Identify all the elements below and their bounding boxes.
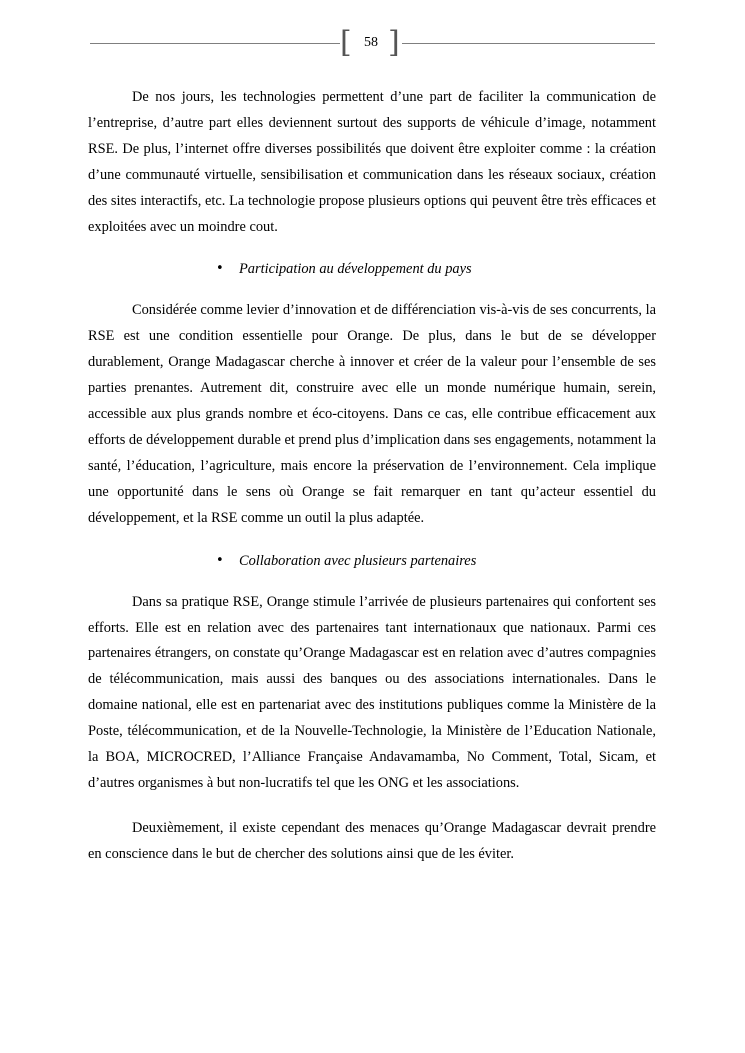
paragraph-participation: Considérée comme levier d’innovation et de différenciation vis-à-vis de ses concurrents, la RSE est une condition essentielle pour Orange. De plus, dans le but de se développer durablement, Orange Madagascar cherche à innover et créer de la valeur pour l’ensemble de ses parties prenantes. Autrement dit, construire avec elle un monde numérique humain, serein, accessible aux plus grands nombre et éco-citoyens. Dans ce cas, elle contribue efficacement aux efforts de développement durable et prend plus d’implication dans ses engagements, notamment la santé, l’éducation, l’agriculture, mais encore la préservation de l’environnement. Cela implique une opportunité dans le sens où Orange se fait remarquer en tant qu’acteur essentiel du développement, et la RSE comme un outil la plus adaptée.	[88, 302, 656, 526]
header-bracket-close: ]	[388, 25, 400, 60]
bullet-heading: Participation au développement du pays	[239, 261, 472, 278]
paragraph-technologies: De nos jours, les technologies permettent d’une part de faciliter la communication de l’entreprise, d’autre part elles deviennent surtout des supports de véhicule d’image, notamment RSE. De plus, l’internet offre diverses possibilités que doivent être exploiter comme : la création d’une communauté virtuelle, sensibilisation et communication dans les réseaux sociaux, création des sites interactifs, etc. La technologie propose plusieurs options qui peuvent être très efficaces et exploitées avec un moindre cout.	[88, 89, 656, 235]
page-header	[90, 25, 655, 60]
document-body	[88, 85, 656, 868]
bullet-heading: Collaboration avec plusieurs partenaires	[239, 552, 477, 569]
bullet-item-participation	[88, 259, 656, 279]
bullet-icon: •	[216, 552, 224, 568]
bullet-icon: •	[216, 261, 224, 277]
paragraph-menaces: Deuxièmement, il existe cependant des menaces qu’Orange Madagascar devrait prendre en conscience dans le but de chercher des solutions ainsi que de les éviter.	[88, 819, 656, 862]
bullet-item-collaboration	[88, 551, 656, 571]
paragraph-collaboration: Dans sa pratique RSE, Orange stimule l’arrivée de plusieurs partenaires qui confortent ses efforts. Elle est en relation avec des partenaires tant internationaux que nationaux. Parmi ces partenaires étrangers, on constate qu’Orange Madagascar est en relation avec d’autres compagnies de télécommunication, mais aussi des banques ou des associations internationales. Dans le domaine national, elle est en partenariat avec des institutions publiques comme la Ministère de la Poste, télécommunication, et de la Nouvelle-Technologie, la Ministère de l’Education Nationale, la BOA, MICROCRED, l’Alliance Française Andavamamba, No Comment, Total, Sicam, et d’autres organismes à but non-lucratifs tel que les ONG et les associations.	[88, 593, 656, 791]
header-rule-left	[90, 43, 340, 44]
page-number: 58	[364, 35, 378, 50]
header-rule-right	[402, 43, 655, 44]
header-bracket-open: [	[340, 25, 352, 60]
